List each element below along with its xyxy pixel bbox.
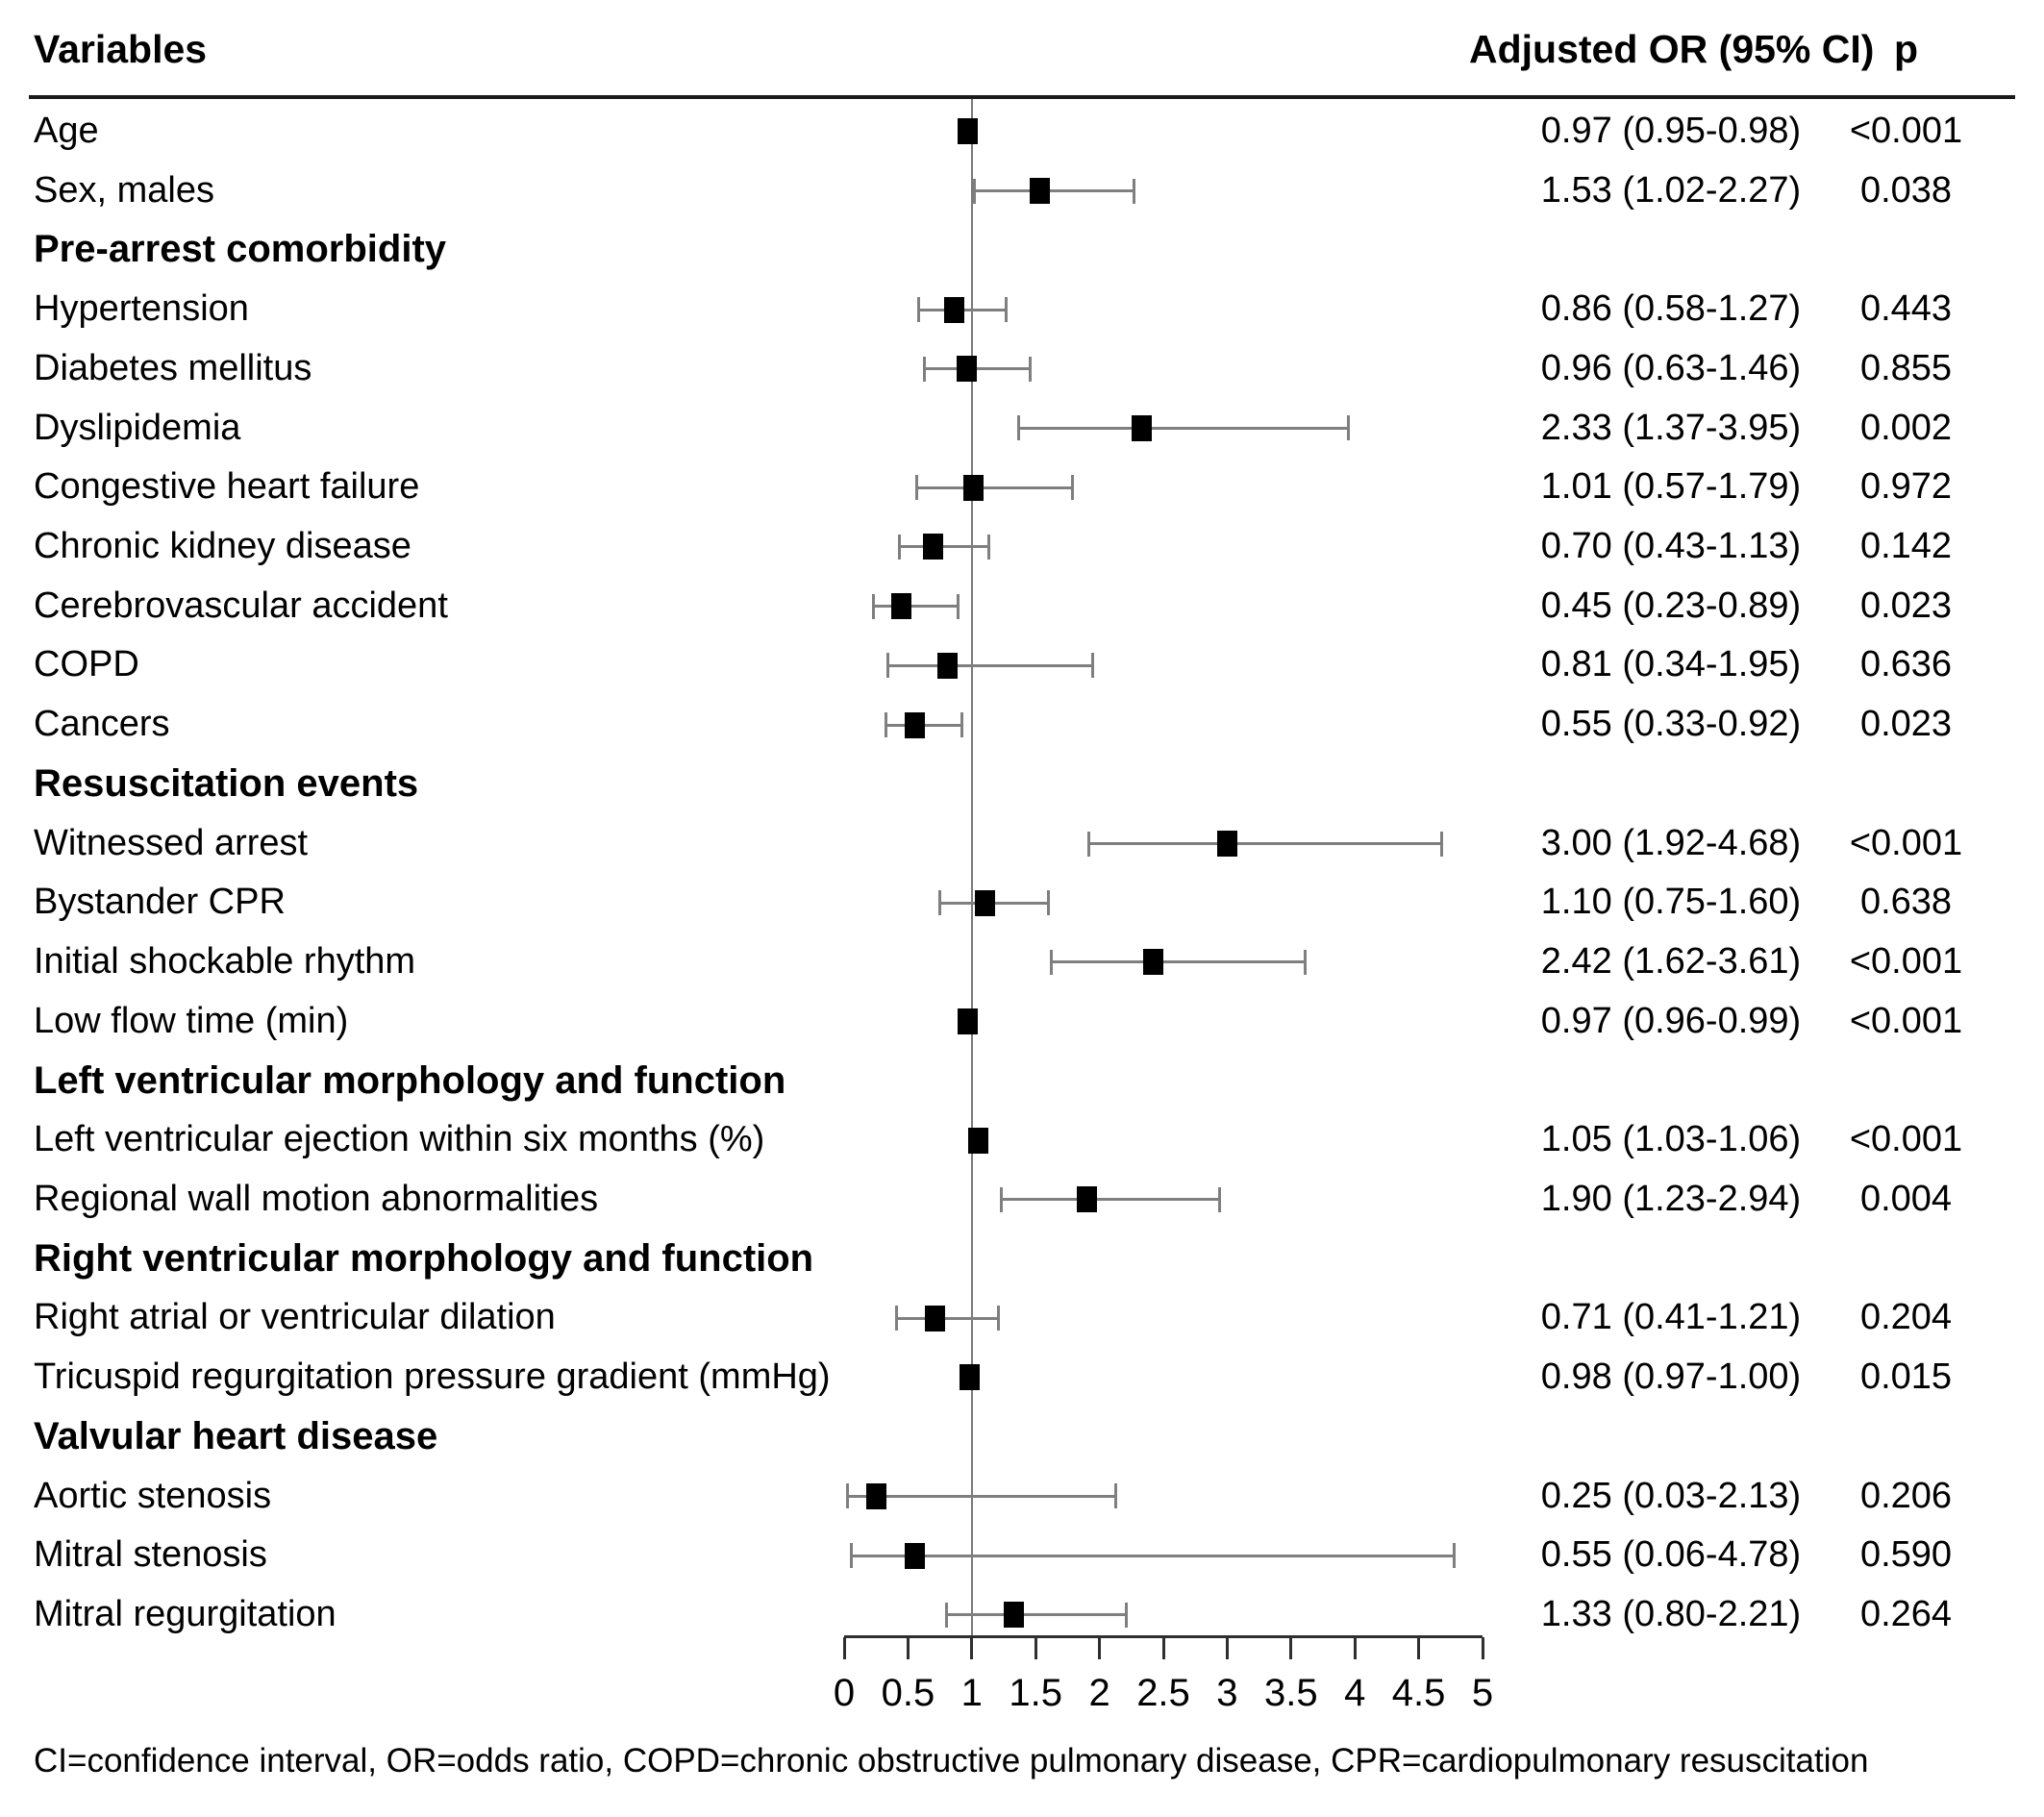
section-header-label: Resuscitation events — [34, 761, 419, 805]
forest-square-marker — [975, 890, 995, 916]
p-value: 0.443 — [1859, 288, 1953, 330]
ci-whisker — [896, 1317, 998, 1320]
or-ci-value: 0.97 (0.96-0.99) — [1540, 1000, 1802, 1041]
ci-cap-right — [987, 535, 990, 560]
row-label: Mitral regurgitation — [34, 1594, 337, 1634]
or-ci-value: 1.05 (1.03-1.06) — [1540, 1119, 1802, 1160]
or-ci-value: 1.90 (1.23-2.94) — [1540, 1178, 1802, 1219]
x-axis-tick-label: 4.5 — [1391, 1672, 1446, 1714]
x-axis-tick-label: 1 — [960, 1672, 983, 1714]
ci-cap-right — [1347, 415, 1350, 440]
section-header-label: Right ventricular morphology and function — [34, 1236, 814, 1280]
ci-cap-left — [850, 1543, 853, 1568]
p-value: 0.590 — [1859, 1534, 1953, 1576]
or-ci-value: 0.86 (0.58-1.27) — [1540, 288, 1802, 330]
ci-cap-left — [898, 535, 901, 560]
or-ci-value: 0.71 (0.41-1.21) — [1540, 1297, 1802, 1338]
forest-square-marker — [1132, 415, 1152, 441]
x-axis-tick-label: 0 — [833, 1672, 856, 1714]
x-axis-tick — [1098, 1637, 1101, 1659]
ci-whisker — [852, 1555, 1455, 1557]
or-ci-value: 2.42 (1.62-3.61) — [1540, 941, 1802, 983]
ci-cap-left — [1087, 832, 1090, 857]
p-value: 0.204 — [1859, 1297, 1953, 1338]
p-value: 0.636 — [1859, 644, 1953, 685]
x-axis-tick — [843, 1637, 846, 1659]
p-value: 0.972 — [1859, 466, 1953, 508]
x-axis-tick — [1482, 1637, 1484, 1659]
ci-cap-right — [1133, 179, 1135, 204]
forest-square-marker — [923, 534, 943, 560]
forest-square-marker — [1077, 1186, 1097, 1212]
or-ci-value: 0.55 (0.06-4.78) — [1540, 1534, 1802, 1576]
or-ci-value: 0.97 (0.95-0.98) — [1540, 111, 1802, 151]
column-header-p: p — [1893, 27, 1919, 71]
forest-square-marker — [905, 712, 925, 738]
ci-cap-left — [923, 357, 926, 382]
p-value: 0.023 — [1859, 704, 1953, 745]
forest-square-marker — [905, 1543, 925, 1569]
row-label: Witnessed arrest — [34, 822, 309, 863]
row-label: Aortic stenosis — [34, 1475, 272, 1516]
ci-cap-left — [885, 712, 887, 737]
forest-square-marker — [925, 1306, 945, 1332]
ci-whisker — [848, 1495, 1116, 1498]
row-label: Sex, males — [34, 169, 214, 211]
section-header-label: Valvular heart disease — [34, 1414, 438, 1457]
p-value: 0.638 — [1859, 882, 1953, 923]
x-axis-tick-label: 0.5 — [881, 1672, 935, 1714]
x-axis-tick — [970, 1637, 973, 1659]
ci-whisker — [925, 367, 1031, 370]
forest-square-marker — [968, 1128, 988, 1154]
or-ci-value: 2.33 (1.37-3.95) — [1540, 407, 1802, 448]
x-axis-tick-label: 5 — [1471, 1672, 1494, 1714]
x-axis-tick — [1034, 1637, 1037, 1659]
or-ci-value: 0.81 (0.34-1.95) — [1540, 644, 1802, 685]
footnote: CI=confidence interval, OR=odds ratio, COPD=chronic obstructive pulmonary disease, CPR=cardiopulmonary resuscitation — [34, 1742, 1869, 1780]
p-value: 0.038 — [1859, 169, 1953, 211]
forest-square-marker — [960, 1364, 980, 1390]
forest-square-marker — [963, 475, 984, 501]
row-label: COPD — [34, 644, 139, 685]
or-ci-value: 0.45 (0.23-0.89) — [1540, 585, 1802, 626]
ci-cap-right — [1440, 832, 1443, 857]
p-value: 0.206 — [1859, 1475, 1953, 1516]
x-axis-tick-label: 2.5 — [1136, 1672, 1190, 1714]
row-label: Right atrial or ventricular dilation — [34, 1297, 556, 1338]
p-value: <0.001 — [1849, 111, 1963, 151]
row-label: Cerebrovascular accident — [34, 585, 448, 626]
p-value: <0.001 — [1849, 941, 1963, 983]
forest-square-marker — [958, 118, 978, 144]
x-axis-tick-label: 3 — [1216, 1672, 1238, 1714]
reference-line-or-1 — [971, 99, 973, 1635]
row-label: Congestive heart failure — [34, 466, 420, 508]
x-axis-tick-label: 3.5 — [1263, 1672, 1318, 1714]
ci-whisker — [917, 486, 1073, 489]
ci-cap-right — [1453, 1543, 1456, 1568]
or-ci-value: 1.53 (1.02-2.27) — [1540, 169, 1802, 211]
p-value: <0.001 — [1849, 1119, 1963, 1160]
section-header-label: Pre-arrest comorbidity — [34, 228, 447, 271]
row-label: Mitral stenosis — [34, 1534, 267, 1576]
row-label: Age — [34, 111, 99, 151]
ci-cap-left — [938, 890, 941, 915]
forest-square-marker — [944, 297, 964, 323]
forest-square-marker — [937, 653, 958, 679]
ci-cap-right — [997, 1306, 1000, 1331]
ci-cap-right — [1304, 950, 1307, 975]
p-value: 0.023 — [1859, 585, 1953, 626]
ci-cap-right — [1114, 1483, 1117, 1508]
forest-square-marker — [957, 356, 977, 382]
p-value: 0.004 — [1859, 1178, 1953, 1219]
row-label: Diabetes mellitus — [34, 347, 312, 388]
ci-cap-right — [1047, 890, 1050, 915]
forest-square-marker — [1217, 831, 1237, 857]
or-ci-value: 3.00 (1.92-4.68) — [1540, 822, 1802, 863]
header-separator-line — [29, 95, 2015, 99]
p-value: <0.001 — [1849, 1000, 1963, 1041]
or-ci-value: 0.96 (0.63-1.46) — [1540, 347, 1802, 388]
column-header-adjusted-or: Adjusted OR (95% CI) — [1469, 27, 1875, 71]
ci-cap-right — [957, 594, 960, 619]
forest-square-marker — [866, 1483, 886, 1509]
ci-cap-right — [1218, 1187, 1221, 1212]
ci-cap-left — [1050, 950, 1053, 975]
ci-cap-left — [945, 1603, 948, 1628]
ci-whisker — [974, 189, 1134, 192]
row-label: Hypertension — [34, 288, 249, 330]
row-label: Chronic kidney disease — [34, 526, 411, 567]
ci-whisker — [899, 545, 988, 548]
x-axis-tick — [1162, 1637, 1165, 1659]
ci-cap-left — [886, 653, 889, 678]
ci-whisker — [874, 605, 959, 608]
ci-whisker — [1019, 427, 1349, 430]
row-label: Left ventricular ejection within six months (%) — [34, 1119, 765, 1160]
x-axis-tick — [1289, 1637, 1292, 1659]
row-label: Initial shockable rhythm — [34, 941, 416, 983]
ci-cap-right — [1091, 653, 1094, 678]
ci-cap-right — [1005, 297, 1008, 322]
or-ci-value: 1.33 (0.80-2.21) — [1540, 1594, 1802, 1634]
or-ci-value: 0.55 (0.33-0.92) — [1540, 704, 1802, 745]
ci-cap-left — [895, 1306, 898, 1331]
ci-cap-left — [973, 179, 976, 204]
ci-cap-right — [1125, 1603, 1128, 1628]
x-axis-tick — [907, 1637, 910, 1659]
ci-whisker — [946, 1613, 1126, 1616]
forest-square-marker — [1143, 949, 1163, 975]
p-value: 0.142 — [1859, 526, 1953, 567]
p-value: 0.015 — [1859, 1357, 1953, 1398]
p-value: 0.264 — [1859, 1594, 1953, 1634]
ci-cap-left — [1017, 415, 1020, 440]
row-label: Cancers — [34, 704, 170, 745]
or-ci-value: 1.10 (0.75-1.60) — [1540, 882, 1802, 923]
ci-cap-left — [1000, 1187, 1003, 1212]
forest-square-marker — [891, 593, 911, 619]
ci-cap-right — [1029, 357, 1032, 382]
ci-cap-left — [872, 594, 875, 619]
forest-square-marker — [1030, 178, 1050, 204]
or-ci-value: 0.98 (0.97-1.00) — [1540, 1357, 1802, 1398]
or-ci-value: 0.25 (0.03-2.13) — [1540, 1475, 1802, 1516]
p-value: <0.001 — [1849, 822, 1963, 863]
x-axis-tick-label: 2 — [1088, 1672, 1110, 1714]
row-label: Regional wall motion abnormalities — [34, 1178, 599, 1219]
row-label: Tricuspid regurgitation pressure gradient (mmHg) — [34, 1357, 831, 1398]
x-axis-tick — [1226, 1637, 1229, 1659]
forest-square-marker — [1004, 1602, 1024, 1628]
row-label: Dyslipidemia — [34, 407, 241, 448]
column-header-variables: Variables — [34, 27, 208, 71]
ci-whisker — [1089, 842, 1442, 845]
or-ci-value: 0.70 (0.43-1.13) — [1540, 526, 1802, 567]
section-header-label: Left ventricular morphology and function — [34, 1058, 786, 1102]
ci-cap-left — [846, 1483, 849, 1508]
ci-cap-left — [917, 297, 920, 322]
ci-cap-left — [915, 475, 918, 500]
ci-whisker — [1051, 960, 1305, 963]
ci-whisker — [1001, 1198, 1219, 1201]
p-value: 0.855 — [1859, 347, 1953, 388]
x-axis-tick-label: 1.5 — [1009, 1672, 1062, 1714]
x-axis-tick — [1354, 1637, 1357, 1659]
p-value: 0.002 — [1859, 407, 1953, 448]
forest-square-marker — [958, 1008, 978, 1034]
row-label: Bystander CPR — [34, 882, 286, 923]
or-ci-value: 1.01 (0.57-1.79) — [1540, 466, 1802, 508]
x-axis-tick-label: 4 — [1344, 1672, 1366, 1714]
row-label: Low flow time (min) — [34, 1000, 349, 1041]
ci-cap-right — [960, 712, 963, 737]
ci-cap-right — [1071, 475, 1074, 500]
ci-whisker — [887, 664, 1093, 667]
x-axis-tick — [1417, 1637, 1420, 1659]
